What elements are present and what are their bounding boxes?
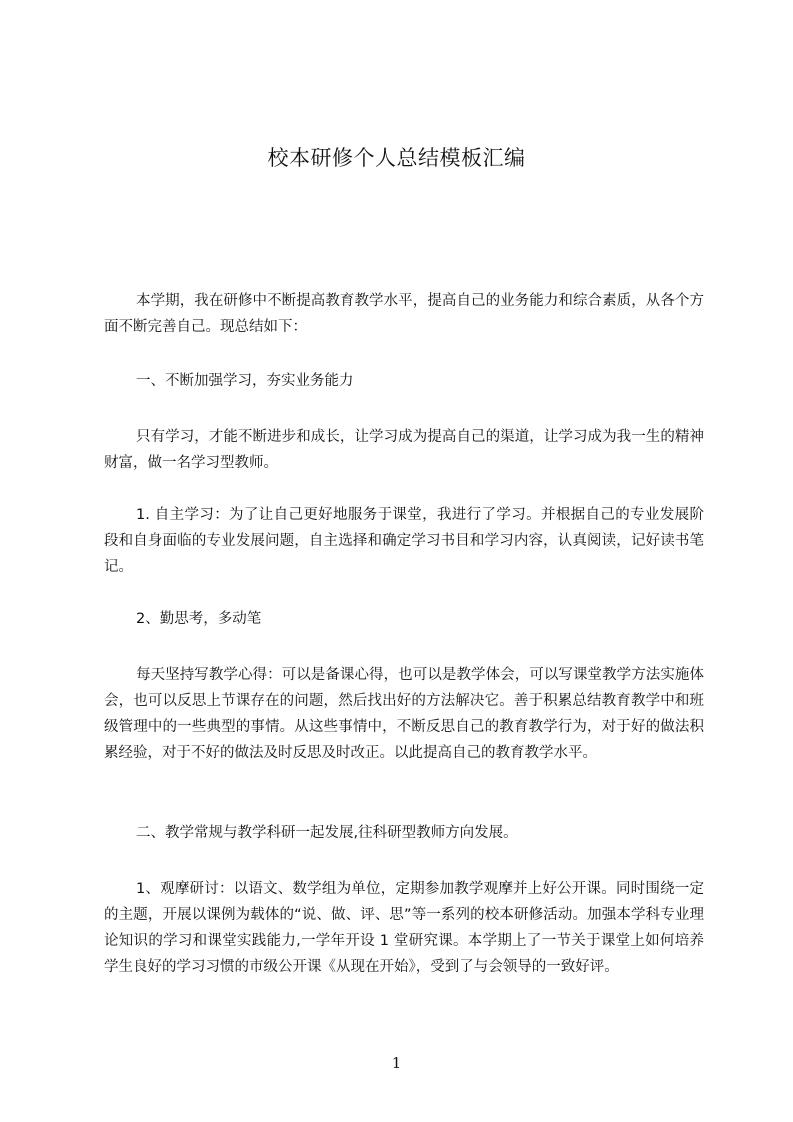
section2-item1-paragraph: 1、观摩研讨：以语文、数学组为单位，定期参加教学观摩并上好公开课。同时围绕一定的主题，开展以课例为载体的“说、做、评、思”等一系列的校本研修活动。加强本学科专业理论知识的学习和课堂实践能力,一学年开设 1 堂研究课。本学期上了一节关于课堂上如何培养学生良好的学习习惯的市级公开课《从现在开始》，受到了与会领导的一致好评。 [104, 881, 704, 975]
item2-heading: 2、勤思考，多动笔 [136, 611, 262, 627]
page-number: 1 [391, 1054, 402, 1072]
section2-heading: 二、教学常规与教学科研一起发展,往科研型教师方向发展。 [136, 825, 518, 841]
intro-paragraph: 本学期，我在研修中不断提高教育教学水平，提高自己的业务能力和综合素质，从各个方面不断完善自己。现总结如下： [104, 293, 704, 335]
item1-paragraph: 1. 自主学习：为了让自己更好地服务于课堂，我进行了学习。并根据自己的专业发展阶段和自身面临的专业发展问题，自主选择和确定学习书目和学习内容，认真阅读，记好读书笔记。 [104, 507, 704, 575]
section1-heading: 一、不断加强学习，夯实业务能力 [136, 373, 354, 389]
section1-paragraph: 只有学习，才能不断进步和成长，让学习成为提高自己的渠道，让学习成为我一生的精神财富，做一名学习型教师。 [104, 429, 704, 471]
item2-paragraph: 每天坚持写教学心得：可以是备课心得，也可以是教学体会，可以写课堂教学方法实施体会，也可以反思上节课存在的问题，然后找出好的方法解决它。善于积累总结教育教学中和班级管理中的一些典型的事情。从这些事情中，不断反思自己的教育教学行为，对于好的做法积累经验，对于不好的做法及时反思及时改正。以此提高自己的教育教学水平。 [104, 667, 704, 761]
document-title: 校本研修个人总结模板汇编 [267, 146, 526, 170]
